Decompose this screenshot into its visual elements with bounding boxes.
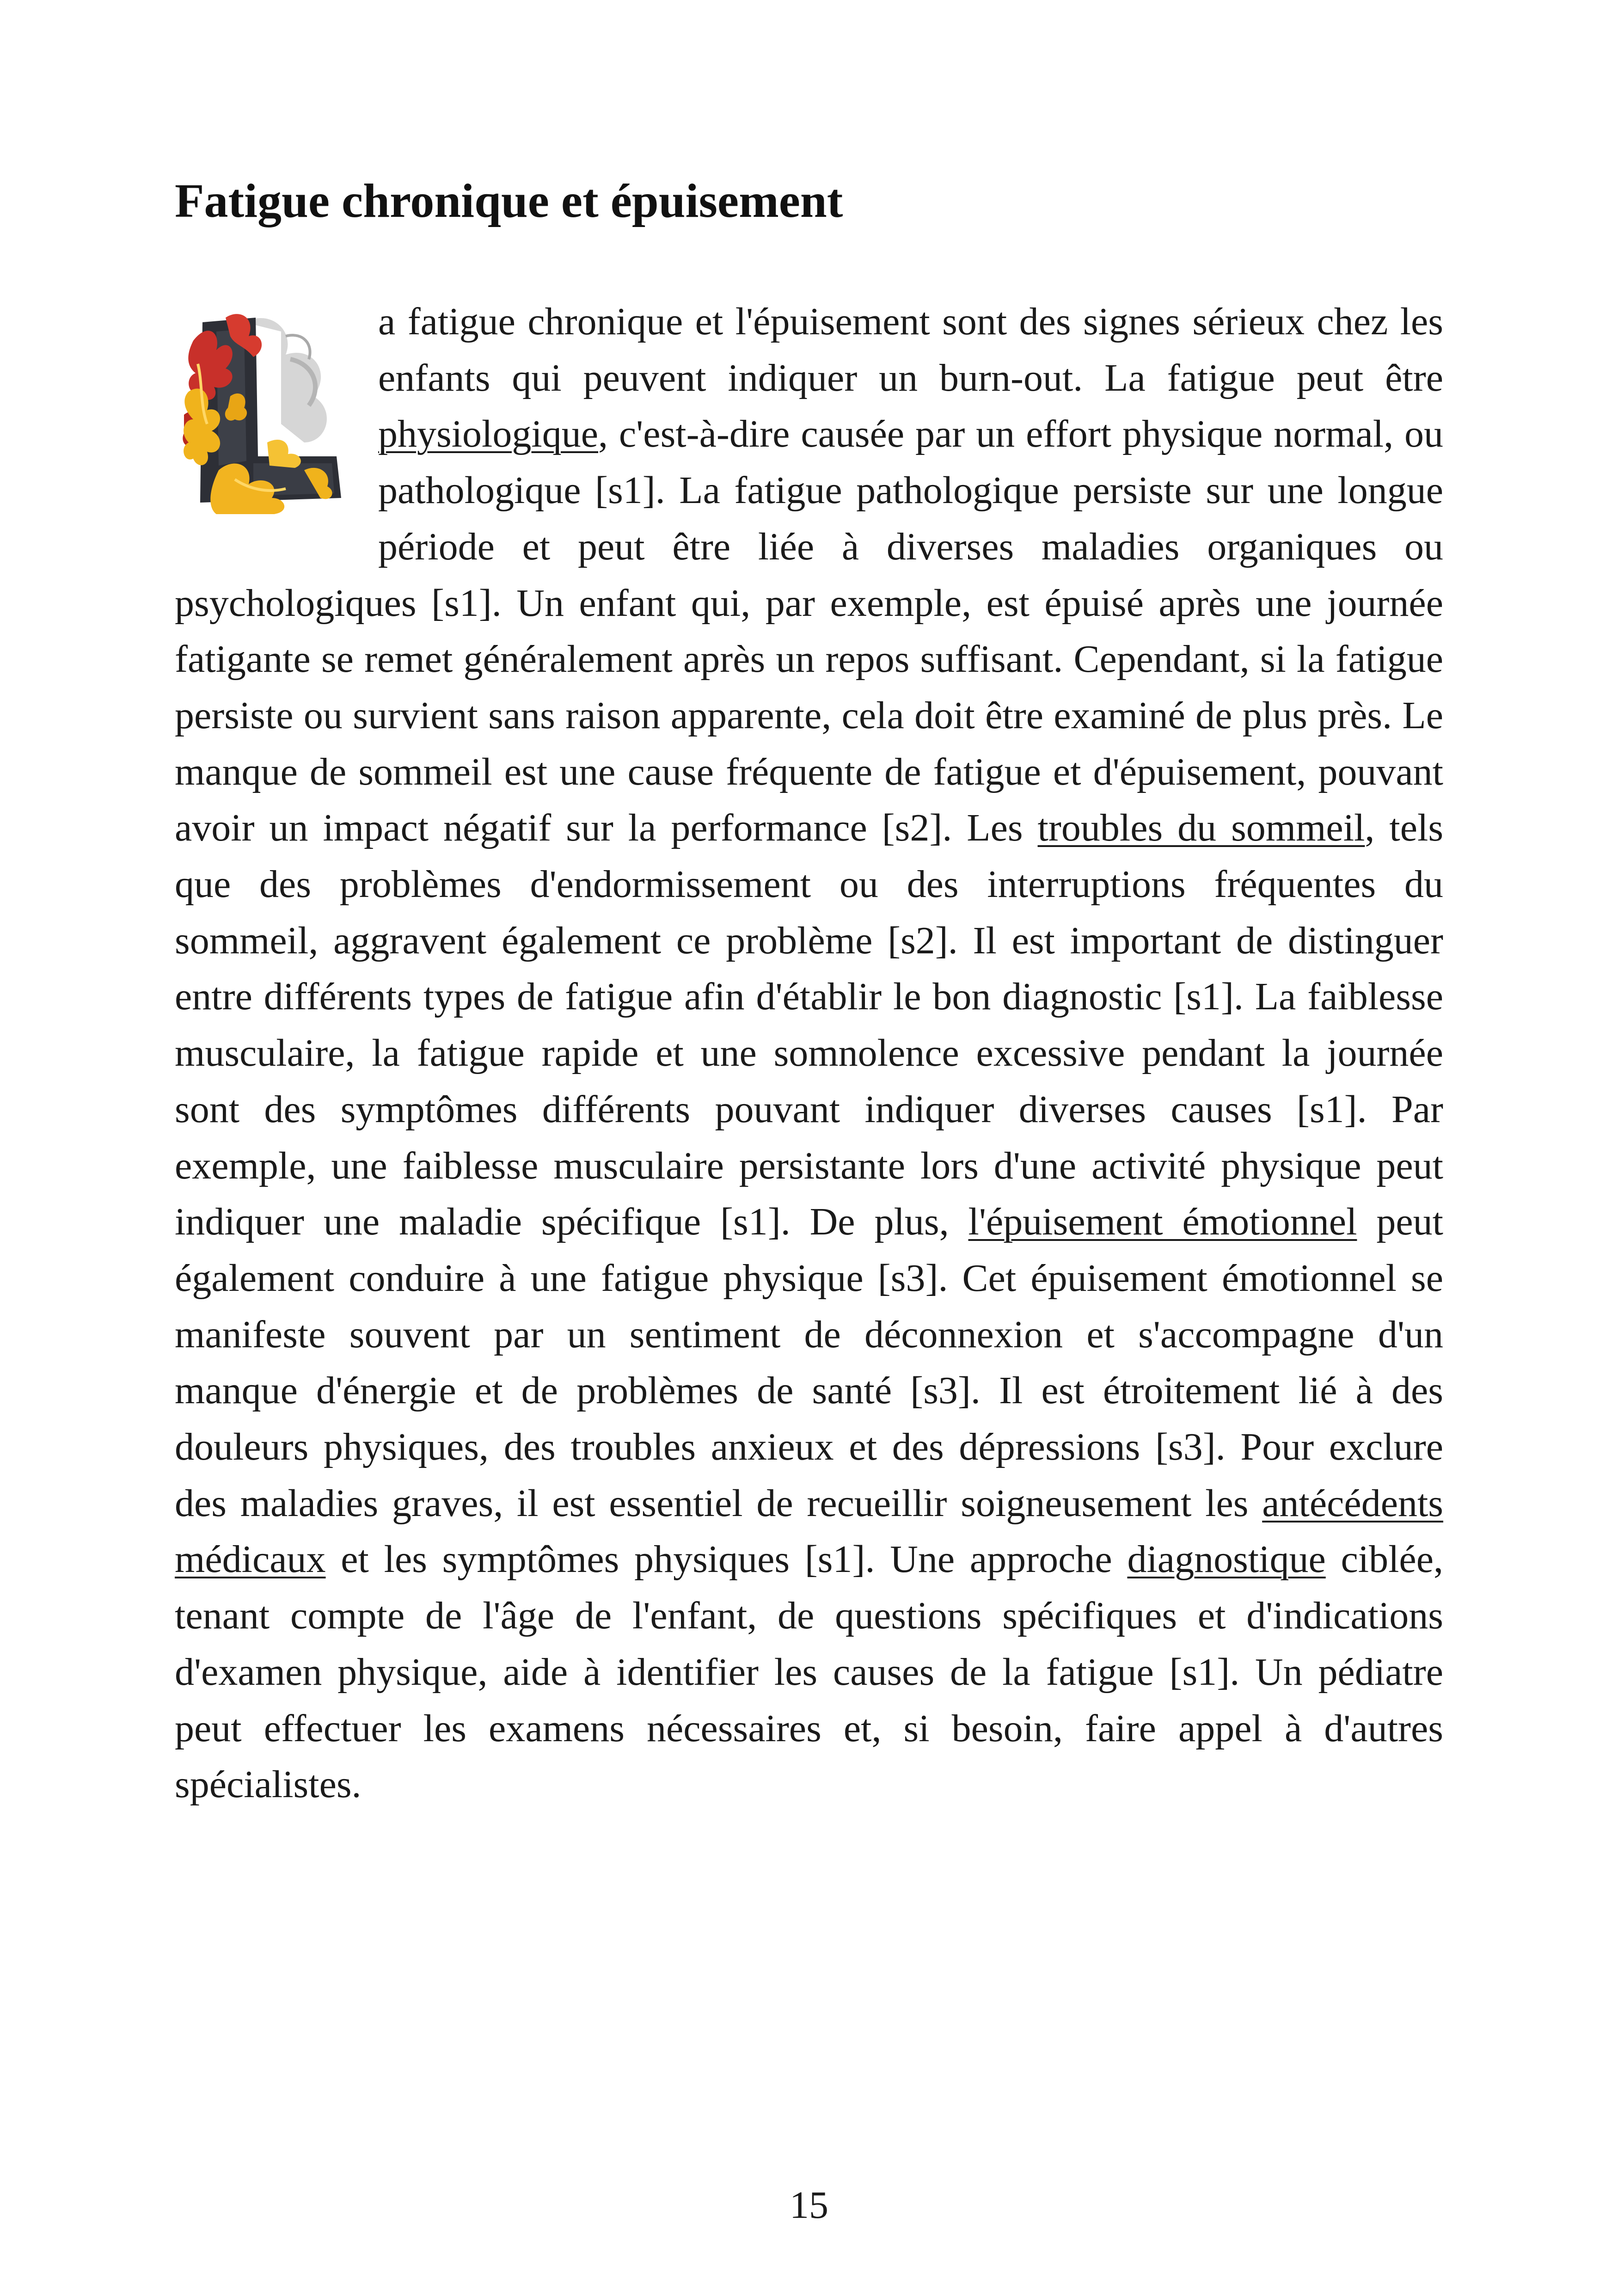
paragraph-run: a fatigue chronique et l'épuisement sont des signes sérieux chez les enfants qui peuvent indiquer un burn-out. La fatigue peut être	[378, 300, 1443, 399]
glossary-link[interactable]: troubles du sommeil	[1037, 806, 1365, 850]
page-number: 15	[790, 2184, 828, 2227]
paragraph-text	[175, 300, 1443, 1806]
paragraph-run: , c'est-à-dire causée par un effort physique normal, ou pathologique [s1]. La fatigue pathologique persiste sur une longue période et peut être liée à diverses maladies organiques ou psychologiques [s1]. Un enfant qui, par exemple, est épuisé après une journée fatigante se remet généralement après un repos suffisant. Cependant, si la fatigue persiste ou survient sans raison apparente, cela doit être examiné de plus près. Le manque de sommeil est une cause fréquente de fatigue et d'épuisement, pouvant avoir un impact négatif sur la performance [s2]. Les	[175, 412, 1443, 850]
flaming-letter-L-icon	[175, 304, 350, 521]
paragraph-run: ciblée, tenant compte de l'âge de l'enfant, de questions spécifiques et d'indications d'examen physique, aide à identifier les causes de la fatigue [s1]. Un pédiatre peut effectuer les examens nécessaires et, si besoin, faire appel à d'autres spécialistes.	[175, 1538, 1443, 1806]
paragraph-run: et les symptômes physiques [s1]. Une approche	[325, 1538, 1128, 1581]
section-title: Fatigue chronique et épuisement	[175, 174, 843, 227]
body-paragraph	[175, 294, 1443, 1813]
document-page	[175, 0, 1443, 2296]
glossary-link[interactable]: antécédents médicaux	[175, 1481, 1443, 1581]
paragraph-run: peut également conduire à une fatigue physique [s3]. Cet épuisement émotionnel se manifeste souvent par un sentiment de déconnexion et s'accompagne d'un manque d'énergie et de problèmes de santé [s3]. Il est étroitement lié à des douleurs physiques, des troubles anxieux et des dépressions [s3]. Pour exclure des maladies graves, il est essentiel de recueillir soigneusement les	[175, 1200, 1444, 1525]
glossary-link[interactable]: physiologique	[378, 412, 598, 456]
glossary-link[interactable]: l'épuisement émotionnel	[968, 1200, 1357, 1244]
paragraph-run: , tels que des problèmes d'endormissement ou des interruptions fréquentes du sommeil, aggravent également ce problème [s2]. Il est important de distinguer entre différents types de fatigue afin d'établir le bon diagnostic [s1]. La faiblesse musculaire, la fatigue rapide et une somnolence excessive pendant la journée sont des symptômes différents pouvant indiquer diverses causes [s1]. Par exemple, une faiblesse musculaire persistante lors d'une activité physique peut indiquer une maladie spécifique [s1]. De plus,	[175, 806, 1444, 1244]
glossary-link[interactable]: diagnostique	[1127, 1538, 1326, 1581]
